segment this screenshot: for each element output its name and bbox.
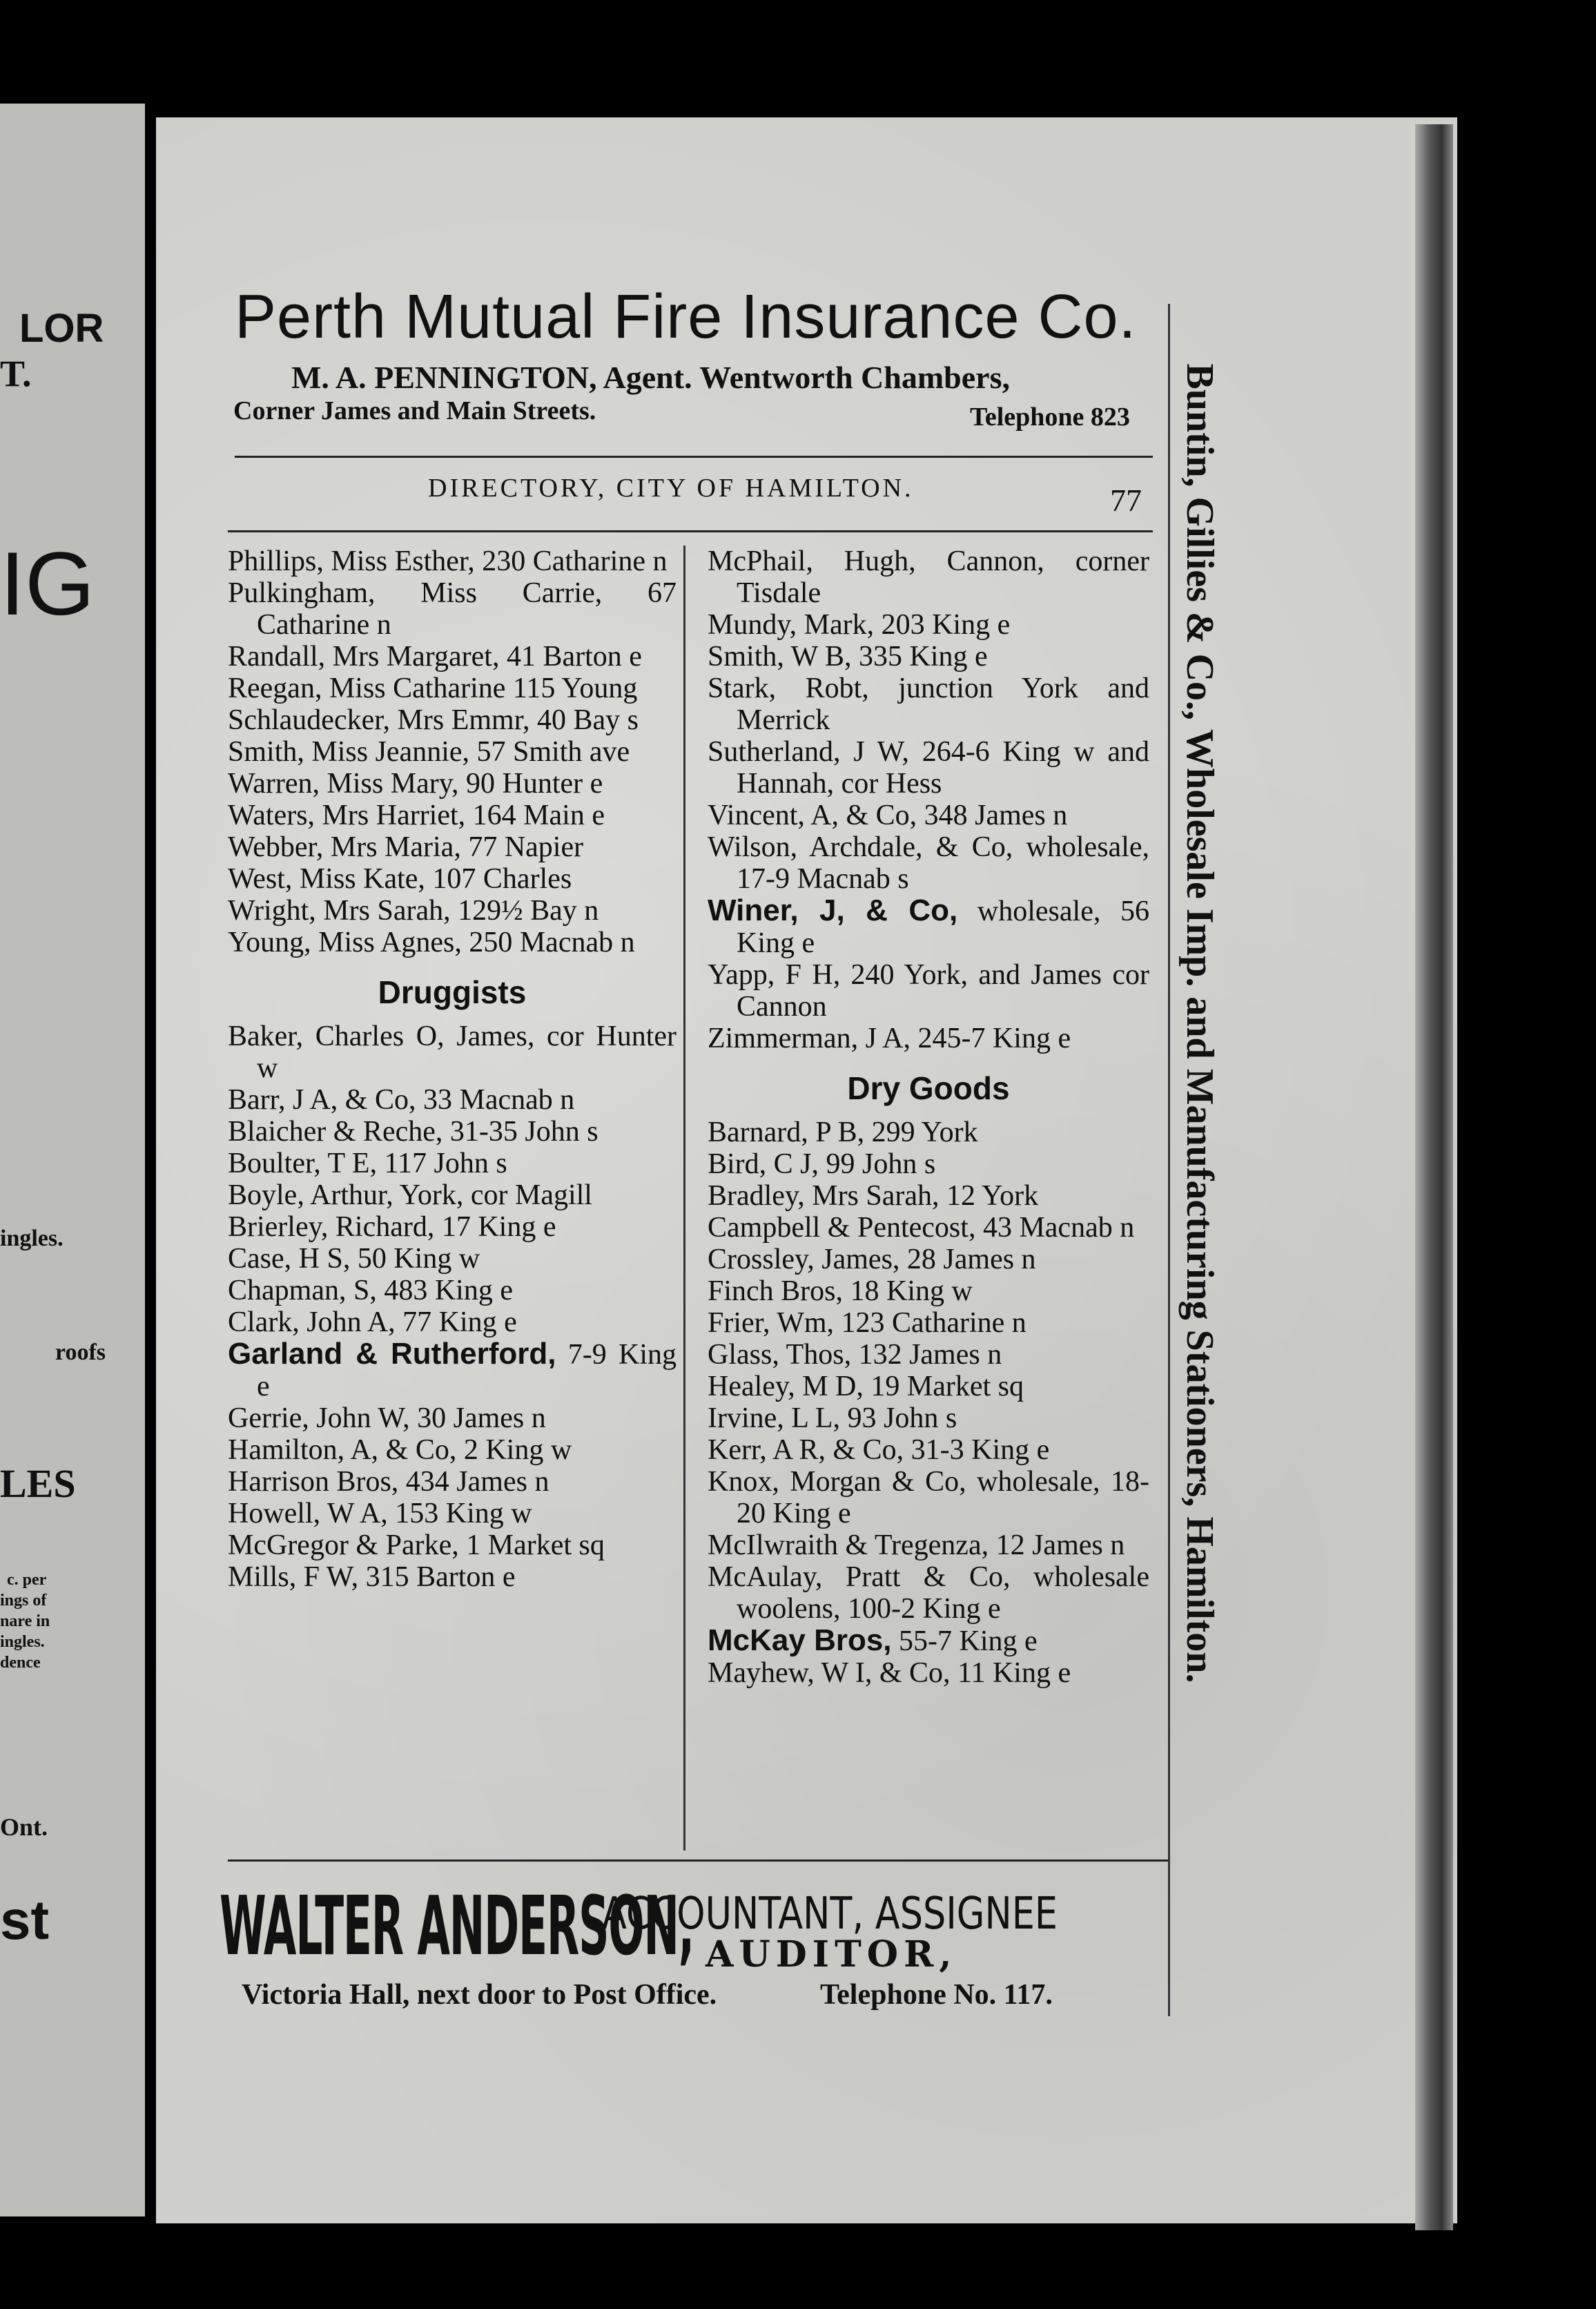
list-item: Stark, Robt, junction York and Merrick [708, 673, 1149, 736]
advert-address: Corner James and Main Streets. [233, 396, 596, 425]
entry-name-bold: McKay Bros, [708, 1623, 892, 1657]
header-rule-bottom [228, 530, 1153, 532]
list-item: Smith, Miss Jeannie, 57 Smith ave [228, 736, 630, 768]
list-item: Wilson, Archdale, & Co, wholesale, 17-9 Macnab s [708, 831, 1149, 895]
footer-advert-name: WALTER ANDERSON, [220, 1878, 694, 1973]
previous-page-edge [0, 104, 145, 2216]
advert-company-title: Perth Mutual Fire Insurance Co. [235, 282, 1137, 351]
prev-fragment: LOR [19, 306, 104, 351]
list-item: Healey, M D, 19 Market sq [708, 1371, 1024, 1402]
list-item: Hamilton, A, & Co, 2 King w [228, 1434, 572, 1466]
list-item: Schlaudecker, Mrs Emmr, 40 Bay s [228, 704, 639, 736]
running-head: DIRECTORY, CITY OF HAMILTON. [428, 474, 914, 503]
list-item [228, 1338, 677, 1402]
prev-fragment: ingles. [0, 1633, 45, 1651]
prev-fragment: IG [0, 533, 95, 634]
prev-fragment: dence [0, 1654, 41, 1672]
prev-fragment: ings of [0, 1592, 47, 1610]
right-column [708, 545, 1149, 1689]
list-item: Campbell & Pentecost, 43 Macnab n [708, 1212, 1135, 1244]
advert-telephone: Telephone 823 [970, 403, 1130, 432]
list-item [708, 895, 1149, 959]
list-item: Warren, Miss Mary, 90 Hunter e [228, 768, 603, 800]
list-item: Chapman, S, 483 King e [228, 1275, 513, 1306]
footer-advert-telephone: Telephone No. 117. [820, 1979, 1053, 2011]
list-item: Vincent, A, & Co, 348 James n [708, 800, 1068, 831]
list-item: Young, Miss Agnes, 250 Macnab n [228, 927, 635, 958]
column-divider [683, 545, 685, 1851]
section-title-druggists: Druggists [378, 974, 527, 1010]
prev-fragment: st [0, 1889, 50, 1951]
list-item: Yapp, F H, 240 York, and James cor Cannon [708, 959, 1149, 1023]
list-item: Crossley, James, 28 James n [708, 1244, 1036, 1275]
list-item: Glass, Thos, 132 James n [708, 1339, 1002, 1371]
book-spine-edge [1415, 124, 1453, 2230]
list-item: Knox, Morgan & Co, wholesale, 18-20 King e [708, 1466, 1149, 1529]
prev-fragment: Ont. [0, 1813, 48, 1841]
list-item: Pulkingham, Miss Carrie, 67 Catharine n [228, 577, 677, 641]
list-item: Boyle, Arthur, York, cor Magill [228, 1179, 592, 1211]
list-item: Sutherland, J W, 264-6 King w and Hannah, cor Hess [708, 736, 1149, 800]
list-item: Zimmerman, J A, 245-7 King e [708, 1023, 1071, 1054]
list-item: Clark, John A, 77 King e [228, 1306, 517, 1338]
list-item: Harrison Bros, 434 James n [228, 1466, 549, 1498]
list-item: Phillips, Miss Esther, 230 Catharine n [228, 545, 668, 577]
prev-fragment: nare in [0, 1612, 50, 1630]
advert-agent-line: M. A. PENNINGTON, Agent. Wentworth Chambers, [291, 360, 1010, 395]
list-item: McIlwraith & Tregenza, 12 James n [708, 1529, 1125, 1561]
list-item: McPhail, Hugh, Cannon, corner Tisdale [708, 545, 1149, 609]
list-item: Baker, Charles O, James, cor Hunter w [228, 1021, 677, 1084]
prev-fragment: LES [0, 1461, 76, 1506]
list-item: Webber, Mrs Maria, 77 Napier [228, 831, 584, 863]
list-item: Reegan, Miss Catharine 115 Young [228, 673, 638, 704]
list-item: Barnard, P B, 299 York [708, 1117, 978, 1148]
list-item: Boulter, T E, 117 John s [228, 1148, 507, 1179]
list-item: Bradley, Mrs Sarah, 12 York [708, 1180, 1039, 1212]
list-item: Finch Bros, 18 King w [708, 1275, 973, 1307]
list-item: Waters, Mrs Harriet, 164 Main e [228, 800, 605, 831]
list-item: Mayhew, W I, & Co, 11 King e [708, 1657, 1071, 1689]
section-title-dry-goods: Dry Goods [847, 1070, 1010, 1106]
list-item: McAulay, Pratt & Co, wholesale woolens, 100-2 King e [708, 1561, 1149, 1625]
prev-fragment: ingles. [0, 1226, 64, 1251]
vertical-advert: Buntin, Gillies & Co., Wholesale Imp. and Manufacturing Stationers, Hamilton. [1178, 363, 1221, 1683]
list-item: Kerr, A R, & Co, 31-3 King e [708, 1434, 1050, 1466]
column-border-right [1168, 304, 1170, 2016]
list-item: Mundy, Mark, 203 King e [708, 609, 1011, 641]
entry-name-bold: Winer, J, & Co, [708, 893, 958, 927]
footer-advert-role-2: AUDITOR, [705, 1933, 957, 1975]
list-item: Case, H S, 50 King w [228, 1243, 480, 1275]
list-item: Blaicher & Reche, 31-35 John s [228, 1116, 598, 1148]
page-number: 77 [1110, 483, 1142, 518]
list-item: Brierley, Richard, 17 King e [228, 1211, 556, 1243]
left-column [228, 545, 677, 1593]
list-item: McGregor & Parke, 1 Market sq [228, 1529, 605, 1561]
list-item: Randall, Mrs Margaret, 41 Barton e [228, 641, 642, 673]
footer-advert-address: Victoria Hall, next door to Post Office. [242, 1979, 717, 2011]
list-item: West, Miss Kate, 107 Charles [228, 863, 572, 895]
prev-fragment: roofs [55, 1340, 106, 1365]
header-rule-top [235, 456, 1153, 458]
list-item: Frier, Wm, 123 Catharine n [708, 1307, 1026, 1339]
list-item: Bird, C J, 99 John s [708, 1148, 936, 1180]
entry-rest: 7-9 King e [257, 1339, 677, 1402]
entry-rest: wholesale, 56 King e [737, 896, 1150, 959]
entry-name-bold: Garland & Rutherford, [228, 1337, 556, 1371]
list-item: Irvine, L L, 93 John s [708, 1402, 957, 1434]
list-item: Smith, W B, 335 King e [708, 641, 988, 673]
list-item: Barr, J A, & Co, 33 Macnab n [228, 1084, 575, 1116]
list-item: Mills, F W, 315 Barton e [228, 1561, 516, 1593]
list-item: Wright, Mrs Sarah, 129½ Bay n [228, 895, 599, 927]
footer-advert-role: ACCOUNTANT, ASSIGNEE [602, 1888, 1058, 1940]
list-item [708, 1625, 1149, 1657]
prev-fragment: c. per [7, 1571, 47, 1589]
list-item: Gerrie, John W, 30 James n [228, 1402, 546, 1434]
entry-rest: 55-7 King e [899, 1625, 1038, 1657]
prev-fragment: T. [0, 353, 32, 394]
footer-rule [228, 1859, 1168, 1862]
list-item: Howell, W A, 153 King w [228, 1498, 532, 1529]
